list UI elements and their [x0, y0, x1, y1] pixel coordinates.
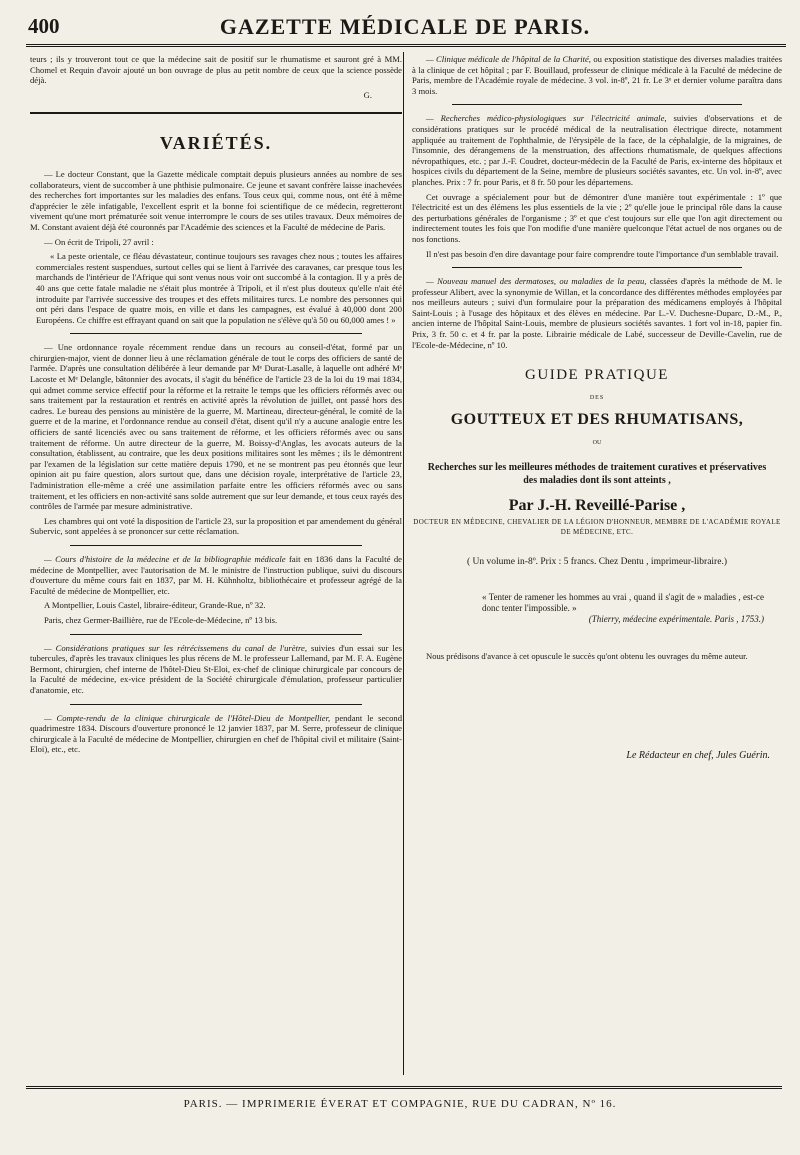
section-divider — [30, 112, 402, 114]
item-ordonnance-cont: Les chambres qui ont voté la disposition de l'article 23, sur la proposition et par amendement du général Subervic, sont appelées à se prononcer sur cette réclamation. — [30, 515, 402, 537]
item-clinique-charite — [412, 54, 782, 96]
header-rule — [26, 44, 786, 49]
item-electricite-importance: Il n'est pas besoin d'en dire davantage pour faire comprendre toute l'importance d'un semblable travail. — [426, 248, 779, 259]
item-compte-rendu — [30, 713, 402, 755]
section-title: VARIÉTÉS. — [159, 133, 273, 154]
closing-note: Nous prédisons d'avance à cet opuscule le succès qu'ont obtenu les ouvrages du même auteur. — [426, 650, 748, 661]
continued-paragraph: teurs ; ils y trouveront tout ce que la médecine sait de positif sur le rhumatisme et sauront gré à MM. Chomel et Requin d'avoir ajouté un bon ouvrage de plus au petit nombre de ceux que la science possède déjà. — [30, 54, 402, 86]
ad-publication: ( Un volume in-8º. Prix : 5 francs. Chez Dentu , imprimeur-libraire.) — [467, 557, 727, 568]
column-divider — [403, 52, 404, 1075]
masthead-title: GAZETTE MÉDICALE DE PARIS. — [219, 14, 591, 39]
divider — [70, 704, 362, 705]
ad-subtitle: Recherches sur les meilleures méthodes de traitement curatives et préservatives des maladies dont ils sont atteints , — [427, 461, 767, 486]
item-title: — Clinique médicale de l'hôpital de la Charité, — [426, 54, 591, 64]
item-ordonnance: — Une ordonnance royale récemment rendue dans un recours au conseil-d'état, formé par un chirurgien-major, vient de donner lieu à une réclamation générale de tout le corps des officiers de santé de l'armée. D'après une consultation délibérée à leur demande par Mᵉ Durat-Lasalle, à laquelle ont adhéré Mᵉ Lacoste et Mᵉ Delangle, bâtonnier des avocats, il s'agit du bénéfice de l'article 23 de la loi du 19 mai 1834, qui admet comme service effectif pour la réforme et la retraite le temps que les officiers réformés avec ou sans traitement par la restauration et rentrés en activité après la révolution de juillet, ont passé hors des cadres. Le bureau des pensions au ministère de la guerre, M. Martineau, directeur-général, le comité de la guerre et de la marine, et l'ordonnance rendue au conseil d'état, disent qu'il n'y a aucune analogie entre les officiers de santé licenciés avec ou sans traitement de réforme, et les officiers réformés avec ou sans traitement de réforme. Un autre directeur de la guerre, M. Boissy-d'Anglas, les avocats auteurs de la consultation, établissent, au contraire, que les deux positions militaires sont les mêmes ; ils le démontrent par l'examen de la législation sur cette matière depuis 1790, et ne se montrent pas peu étonnés que leur opinion ait pu faire question, alors surtout que, dans une décision royale, interprétative de l'article 23, l'administration elle-même a créé une assimilation parfaite entre les officiers réformés avec ou sans traitement, et les officiers en non-activité sans solde autrement que sur leur demande, et tous ceux rayés des contrôles de l'armée par mesure administrative. — [30, 342, 402, 512]
ad-author: Par J.-H. Reveillé-Parise , — [508, 496, 686, 514]
item-title: — Nouveau manuel des dermatoses, ou maladies de la peau, — [426, 276, 647, 287]
item-publisher-montpellier: A Montpellier, Louis Castel, libraire-éditeur, Grande-Rue, nº 32. — [44, 600, 266, 611]
divider — [452, 104, 742, 105]
book-advertisement — [412, 367, 782, 568]
page-number: 400 — [28, 14, 60, 38]
ad-title-line2: GOUTTEUX ET DES RHUMATISANS, — [450, 411, 744, 429]
item-dermatoses — [412, 276, 782, 350]
divider — [452, 267, 742, 268]
item-tripoli-quote: « La peste orientale, ce fléau dévastateur, continue toujours ses ravages chez nous ; toutes les affaires commerciales restent suspendues, surtout celles qui se lient à l'arrivée des caravanes, car presque tous les marchands de l'intérieur de l'Afrique qui sont venus nous voir ont succombé à la contagion. Il y a près de 40 ans que cette fatale maladie ne s'était plus montrée à Tripoli, et il n'est plus douteux qu'elle n'ait été introduite par l'arrivée successive des troupes et des effets militaires turcs. Le nombre des personnes qui ont péri dans l'espace de quatre mois, en ville et dans les campagnes, est évalué à 40,000 dont 200 Européens. Ce chiffre est effrayant quand on sait que la population ne s'élève qu'à 50 ou 60,000 ames ! » — [36, 251, 402, 325]
divider — [70, 333, 362, 334]
item-body: classées d'après la méthode de M. le professeur Alibert, avec la synonymie de Willan, et la concordance des différentes méthodes employées par nos meilleurs auteurs ; suivi d'un formulaire pour la préparation des médicamens employés à l'hôpital Saint-Louis ; à l'usage des hôpitaux et des élèves en médecine. Par L.-V. Duchesne-Duparc, D.-M., P., ancien interne de l'hôpital Saint-Louis, membre de plusieurs sociétés savantes. 1 fort vol in-18, papier fin. Prix, 3 fr. 50 c. et 4 fr. par la poste. Librairie médicale de Labé, successeur de Deville-Cavelin, rue de l'Ecole-de-Médecine, nº 10. — [412, 276, 782, 350]
ad-ou: OU — [592, 440, 602, 447]
epigraph — [482, 592, 764, 625]
ad-credentials: DOCTEUR EN MÉDECINE, CHEVALIER DE LA LÉGION D'HONNEUR, MEMBRE DE L'ACADÉMIE ROYALE DE MÉDECINE, ETC. — [413, 518, 781, 537]
item-constant: — Le docteur Constant, que la Gazette médicale comptait depuis plusieurs années au nombre de ses collaborateurs, vient de succomber à une phthisie pulmonaire. Ce jeune et savant confrère laisse inachevées des recherches fort importantes sur les maladies des enfans. Tous ceux qui, comme nous, ont été à même d'apprécier le zèle infatigable, l'excellent esprit et la bonne foi scientifique de ce médecin, regretteront vivement qu'une mort prématurée soit venue interrompre le cours de ses utiles travaux. Deux mémoires de M. Constant avaient déjà été couronnés par l'Académie des sciences et la Faculté de médecine de Paris. — [30, 168, 402, 232]
item-body: pendant le second quadrimestre 1834. Discours d'ouverture prononcé le 12 janvier 1837, par M. Serre, professeur de clinique chirurgicale à la Faculté de médecine de Montpellier, chirurgien en chef de l'hôpital civil et militaire (Saint-Eloi), etc., etc. — [30, 712, 402, 755]
item-tripoli-intro: — On écrit de Tripoli, 27 avril : — [44, 236, 154, 247]
item-electricite — [412, 113, 782, 187]
item-title: — Recherches médico-physiologiques sur l'électricité animale, — [426, 113, 667, 124]
item-retrecissemens — [30, 643, 402, 696]
right-column — [412, 54, 782, 762]
editor-signature: Le Rédacteur en chef, Jules Guérin. — [626, 750, 770, 762]
page-header — [28, 14, 782, 40]
item-body: suivies d'un essai sur les tubercules, d'après les travaux cliniques les plus récens de M. le professeur Lallemand, par M. F. A. Eugène Bermont, chirurgien, chef interne de l'hôtel-Dieu St-Eloi, ex-chef de clinique chirurgicale par concours de la Faculté de médecine, ex-vice président de la Société chirurgicale d'émulation, professeur particulier d'anatomie, etc. — [30, 642, 402, 695]
left-column — [30, 54, 402, 759]
divider — [70, 634, 362, 635]
epigraph-source: (Thierry, médecine expérimentale. Paris , 1753.) — [588, 613, 764, 624]
item-publisher-paris: Paris, chez Germer-Baillière, rue de l'Ecole-de-Médecine, nº 13 bis. — [44, 614, 278, 625]
ad-des: DES — [589, 394, 605, 401]
item-title: — Considérations pratiques sur les rétrécissemens du canal de l'urètre, — [44, 642, 307, 653]
item-body: fait en 1836 dans la Faculté de médecine de Montpellier, avec l'autorisation de M. le ministre de l'instruction publique, suivi du discours d'ouverture du même cours fait en 1837, par M. H. Kühnholtz, bibliothécaire et professeur agrégé de la Faculté de médecine de Montpellier, etc. — [30, 553, 402, 596]
divider — [70, 545, 362, 546]
printer-footer: PARIS. — IMPRIMERIE ÉVERAT ET COMPAGNIE, RUE DU CADRAN, Nº 16. — [183, 1098, 617, 1110]
epigraph-text: « Tenter de ramener les hommes au vrai , quand il s'agit de » maladies , est-ce donc tenter l'impossible. » — [482, 591, 764, 613]
item-title: — Compte-rendu de la clinique chirurgicale de l'Hôtel-Dieu de Montpellier, — [44, 712, 331, 723]
item-electricite-but: Cet ouvrage a spécialement pour but de démontrer d'une manière tout expérimentale : 1º que l'électricité est un des élémens les plus essentiels de la vie ; 2º qu'elle joue le principal rôle dans la cause des perturbations générales de l'organisme ; 3º et que c'est toujours sur elle que l'on agit directement ou indirectement toutes les fois que l'on modifie d'une manière quelconque l'état actuel de nos organes ou de nos fonctions. — [412, 191, 782, 244]
item-body: suivies d'observations et de considérations pratiques sur le procédé médical de la neutralisation électrique directe, notamment appliquée au traitement de l'ophthalmie, de l'érysipèle de la face, de la céphalalgie, de la migraines, de l'insomnie, des dérangemens de la menstruation, des affections rhumatismale, de quelques affections névropathiques, etc. ; par J.-F. Coudret, docteur-médecin de la Faculté de Paris, ex-interne des hôpitaux et hospices civils du département de la Seine, membre de plusieurs sociétés savantes, etc. Un vol. in-8º, avec planches. Prix : 7 fr. pour Paris, et 8 fr. 50 pour les départemens. — [412, 113, 782, 187]
item-body: ou exposition statistique des diverses maladies traitées à la clinique de cet hôpital ; par F. Bouillaud, professeur de clinique médicale à la Faculté de médecine de Paris, membre de l'Académie royale de médecine. 3 vol. in-8º, 21 fr. Le 3ᵉ et dernier volume paraîtra dans 3 mois. — [412, 54, 782, 96]
review-signature: G. — [363, 89, 372, 100]
footer-rule — [26, 1086, 782, 1089]
item-cours-histoire — [30, 554, 402, 596]
item-title: — Cours d'histoire de la médecine et de la bibliographie médicale — [44, 553, 286, 564]
ad-title-line1: GUIDE PRATIQUE — [525, 367, 669, 384]
